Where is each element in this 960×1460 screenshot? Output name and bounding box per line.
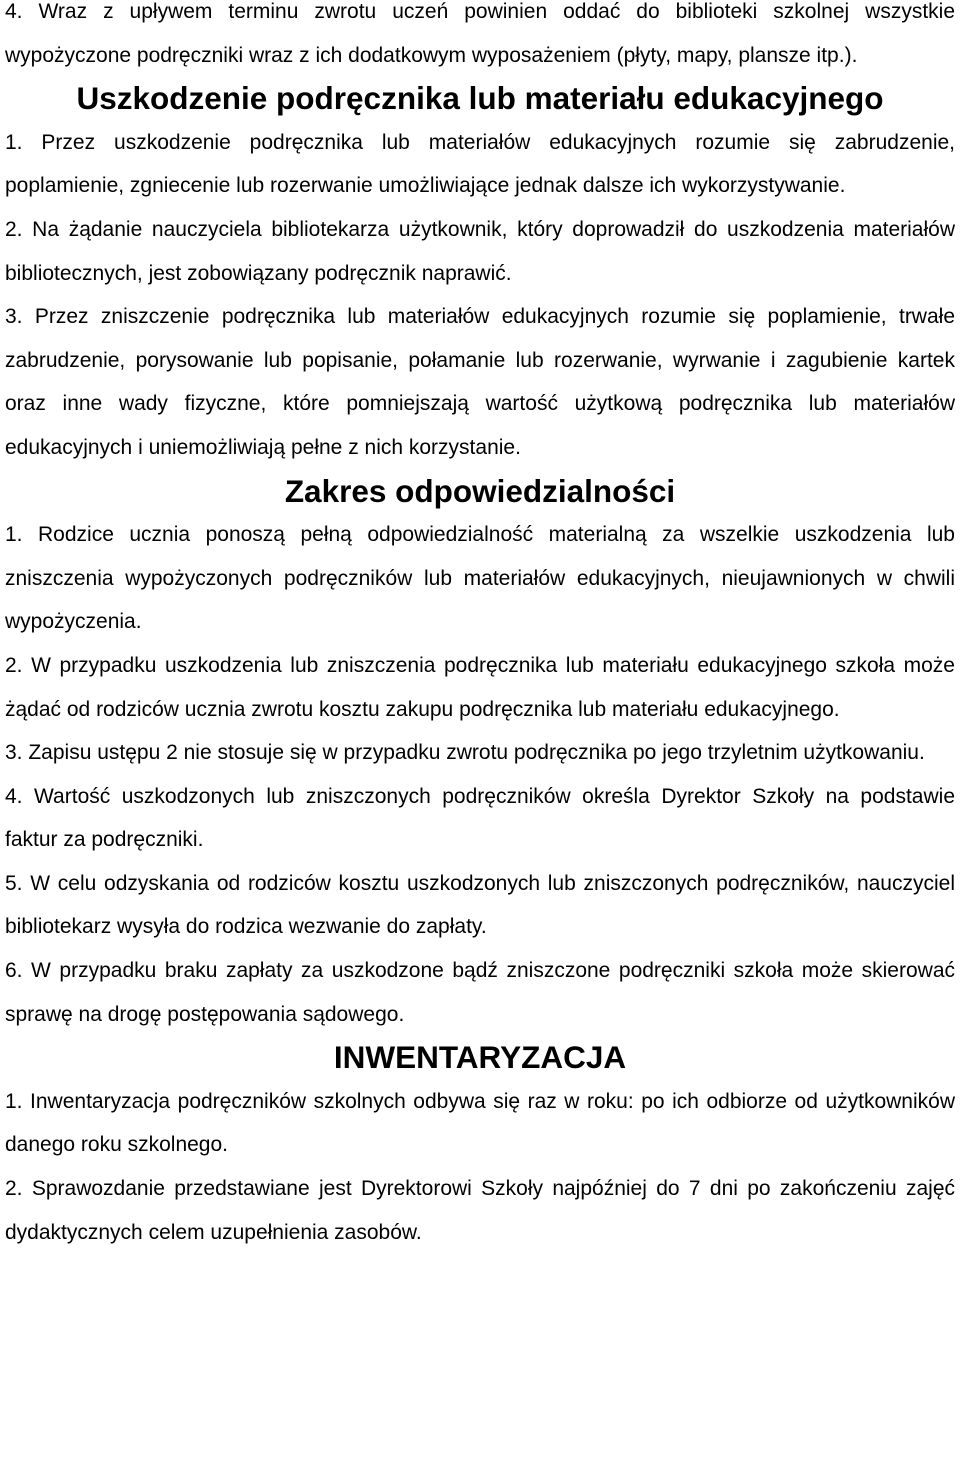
paragraph-three-year-exception: 3. Zapisu ustępu 2 nie stosuje się w przypadku zwrotu podręcznika po jego trzyletnim użytkowaniu.: [5, 741, 925, 765]
paragraph-inventory-frequency: 1. Inwentaryzacja podręczników szkolnych odbywa się raz w roku: po ich odbiorze od użytkowników danego roku szkolnego.: [5, 1089, 955, 1157]
paragraph-return-deadline: 4. Wraz z upływem terminu zwrotu uczeń powinien oddać do biblioteki szkolnej wszystkie wypożyczone podręczniki wraz z ich dodatkowym wyposażeniem (płyty, mapy, plansze itp.).: [5, 0, 955, 67]
paragraph-repair-request: 2. Na żądanie nauczyciela bibliotekarza użytkownik, który doprowadził do uszkodzenia materiałów bibliotecznych, jest zobowiązany podręcznik naprawić.: [5, 217, 955, 285]
paragraph-destruction-definition: 3. Przez zniszczenie podręcznika lub materiałów edukacyjnych rozumie się poplamienie, trwałe zabrudzenie, porysowanie lub popisanie, połamanie lub rozerwanie, wyrwanie i zagubienie kartek oraz inne wady fizyczne, które pomniejszają wartość użytkową podręcznika lub materiałów edukacyjnych i uniemożliwiają pełne z nich korzystanie.: [5, 305, 955, 459]
paragraph-parents-liability: 1. Rodzice ucznia ponoszą pełną odpowiedzialność materialną za wszelkie uszkodzenia lub zniszczenia wypożyczonych podręczników lub materiałów edukacyjnych, nieujawnionych w chwili wypożyczenia.: [5, 523, 955, 634]
paragraph-cost-reimbursement: 2. W przypadku uszkodzenia lub zniszczenia podręcznika lub materiału edukacyjnego szkoła może żądać od rodziców ucznia zwrotu kosztu zakupu podręcznika lub materiału edukacyjnego.: [5, 653, 955, 721]
section-heading-responsibility: Zakres odpowiedzialności: [284, 472, 676, 509]
paragraph-legal-action: 6. W przypadku braku zapłaty za uszkodzone bądź zniszczone podręczniki szkoła może skierować sprawę na drogę postępowania sądowego.: [5, 959, 955, 1026]
paragraph-damage-definition: 1. Przez uszkodzenie podręcznika lub materiałów edukacyjnych rozumie się zabrudzenie, poplamienie, zgniecenie lub rozerwanie umożliwiające jednak dalsze ich wykorzystywanie.: [5, 130, 955, 198]
paragraph-report-deadline: 2. Sprawozdanie przedstawiane jest Dyrektorowi Szkoły najpóźniej do 7 dni po zakończeniu zajęć dydaktycznych celem uzupełnienia zasobów.: [5, 1177, 955, 1244]
paragraph-payment-request: 5. W celu odzyskania od rodziców kosztu uszkodzonych lub zniszczonych podręczników, nauczyciel bibliotekarz wysyła do rodzica wezwanie do zapłaty.: [5, 871, 955, 939]
section-heading-damage: Uszkodzenie podręcznika lub materiału edukacyjnego: [76, 80, 884, 117]
section-heading-inventory: INWENTARYZACJA: [333, 1039, 627, 1076]
paragraph-value-determination: 4. Wartość uszkodzonych lub zniszczonych podręczników określa Dyrektor Szkoły na podstawie faktur za podręczniki.: [5, 784, 955, 852]
